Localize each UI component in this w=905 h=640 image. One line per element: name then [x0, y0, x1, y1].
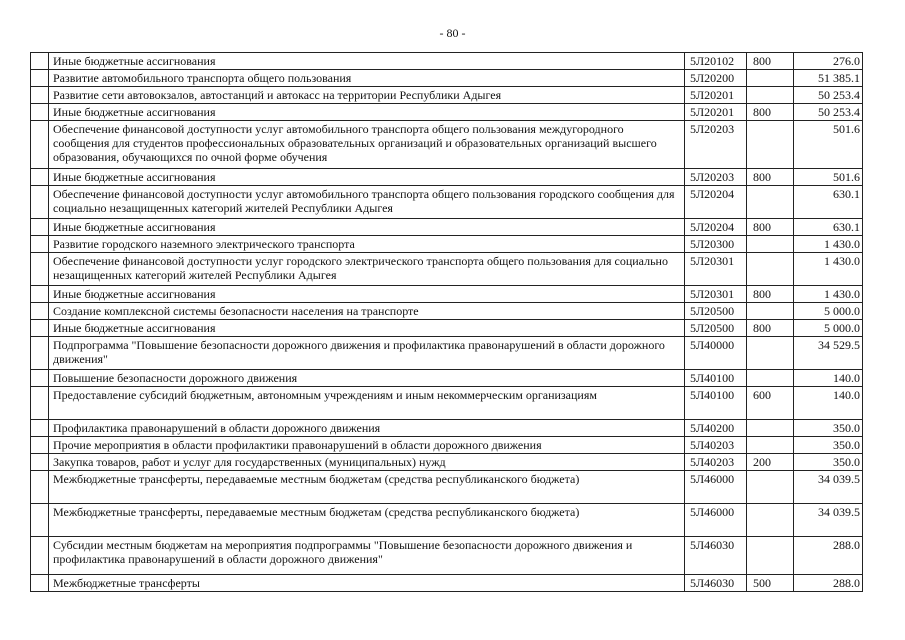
expense-type-cell: 800 [747, 320, 794, 337]
item-name-cell: Обеспечение финансовой доступности услуг городского электрического транспорта общего пользования для социально незащищенных категорий жителей Республики Адыгея [49, 253, 685, 286]
row-margin-cell [31, 219, 49, 236]
item-code-cell: 5Л20301 [685, 286, 747, 303]
item-name-cell: Развитие автомобильного транспорта общего пользования [49, 70, 685, 87]
row-margin-cell [31, 337, 49, 370]
item-code-cell: 5Л40203 [685, 454, 747, 471]
item-name-cell: Межбюджетные трансферты [49, 575, 685, 592]
table-row [31, 575, 863, 592]
amount-cell: 140.0 [794, 387, 863, 420]
table-row [31, 87, 863, 104]
amount-cell: 350.0 [794, 420, 863, 437]
item-name-cell: Субсидии местным бюджетам на мероприятия подпрограммы "Повышение безопасности дорожного движения и профилактика правонарушений в области дорожного движения" [49, 537, 685, 575]
budget-table-body [31, 53, 863, 592]
page-number: - 80 - [439, 26, 466, 40]
item-name-cell: Предоставление субсидий бюджетным, автономным учреждениям и иным некоммерческим организациям [49, 387, 685, 420]
item-code-cell: 5Л20203 [685, 169, 747, 186]
row-margin-cell [31, 437, 49, 454]
amount-cell: 1 430.0 [794, 236, 863, 253]
item-name-cell: Иные бюджетные ассигнования [49, 53, 685, 70]
item-code-cell: 5Л46030 [685, 575, 747, 592]
item-code-cell: 5Л20203 [685, 121, 747, 169]
row-margin-cell [31, 186, 49, 219]
item-code-cell: 5Л46000 [685, 504, 747, 537]
expense-type-cell [747, 236, 794, 253]
item-code-cell: 5Л40100 [685, 370, 747, 387]
row-margin-cell [31, 454, 49, 471]
item-name-cell: Иные бюджетные ассигнования [49, 219, 685, 236]
table-row [31, 253, 863, 286]
item-name-cell: Закупка товаров, работ и услуг для государственных (муниципальных) нужд [49, 454, 685, 471]
amount-cell: 5 000.0 [794, 320, 863, 337]
expense-type-cell [747, 437, 794, 454]
item-name-cell: Создание комплексной системы безопасности населения на транспорте [49, 303, 685, 320]
table-row [31, 303, 863, 320]
amount-cell: 34 039.5 [794, 504, 863, 537]
item-code-cell: 5Л20201 [685, 104, 747, 121]
table-row [31, 104, 863, 121]
row-margin-cell [31, 53, 49, 70]
amount-cell: 288.0 [794, 537, 863, 575]
expense-type-cell: 600 [747, 387, 794, 420]
row-margin-cell [31, 70, 49, 87]
amount-cell: 51 385.1 [794, 70, 863, 87]
item-code-cell: 5Л20301 [685, 253, 747, 286]
budget-table [30, 52, 863, 592]
table-row [31, 320, 863, 337]
table-row [31, 537, 863, 575]
item-name-cell: Повышение безопасности дорожного движения [49, 370, 685, 387]
item-name-cell: Иные бюджетные ассигнования [49, 286, 685, 303]
item-name-cell: Развитие сети автовокзалов, автостанций и автокасс на территории Республики Адыгея [49, 87, 685, 104]
expense-type-cell [747, 471, 794, 504]
item-name-cell: Обеспечение финансовой доступности услуг автомобильного транспорта общего пользования междугородного сообщения для студентов профессиональных образовательных организаций и образовательных организаций высшего образования, обучающихся по очной форме обучения [49, 121, 685, 169]
table-row [31, 53, 863, 70]
row-margin-cell [31, 471, 49, 504]
row-margin-cell [31, 87, 49, 104]
table-row [31, 454, 863, 471]
item-name-cell: Подпрограмма "Повышение безопасности дорожного движения и профилактика правонарушений в области дорожного движения" [49, 337, 685, 370]
row-margin-cell [31, 121, 49, 169]
amount-cell: 350.0 [794, 437, 863, 454]
item-code-cell: 5Л46030 [685, 537, 747, 575]
table-row [31, 504, 863, 537]
item-code-cell: 5Л20201 [685, 87, 747, 104]
table-row [31, 121, 863, 169]
expense-type-cell: 800 [747, 169, 794, 186]
row-margin-cell [31, 253, 49, 286]
table-row [31, 370, 863, 387]
table-row [31, 70, 863, 87]
item-code-cell: 5Л20204 [685, 186, 747, 219]
item-code-cell: 5Л20300 [685, 236, 747, 253]
expense-type-cell: 800 [747, 53, 794, 70]
amount-cell: 34 039.5 [794, 471, 863, 504]
expense-type-cell [747, 253, 794, 286]
table-row [31, 219, 863, 236]
item-name-cell: Иные бюджетные ассигнования [49, 104, 685, 121]
item-code-cell: 5Л20500 [685, 303, 747, 320]
table-row [31, 186, 863, 219]
row-margin-cell [31, 303, 49, 320]
expense-type-cell [747, 186, 794, 219]
amount-cell: 50 253.4 [794, 87, 863, 104]
row-margin-cell [31, 370, 49, 387]
item-code-cell: 5Л20500 [685, 320, 747, 337]
expense-type-cell [747, 87, 794, 104]
item-code-cell: 5Л40100 [685, 387, 747, 420]
expense-type-cell [747, 504, 794, 537]
item-code-cell: 5Л20200 [685, 70, 747, 87]
row-margin-cell [31, 420, 49, 437]
row-margin-cell [31, 169, 49, 186]
expense-type-cell: 800 [747, 219, 794, 236]
amount-cell: 350.0 [794, 454, 863, 471]
table-row [31, 420, 863, 437]
table-row [31, 236, 863, 253]
item-code-cell: 5Л40203 [685, 437, 747, 454]
amount-cell: 630.1 [794, 219, 863, 236]
table-row [31, 437, 863, 454]
item-name-cell: Иные бюджетные ассигнования [49, 320, 685, 337]
expense-type-cell: 500 [747, 575, 794, 592]
row-margin-cell [31, 504, 49, 537]
row-margin-cell [31, 236, 49, 253]
expense-type-cell [747, 537, 794, 575]
expense-type-cell [747, 370, 794, 387]
amount-cell: 276.0 [794, 53, 863, 70]
amount-cell: 288.0 [794, 575, 863, 592]
amount-cell: 501.6 [794, 121, 863, 169]
expense-type-cell: 800 [747, 286, 794, 303]
expense-type-cell [747, 303, 794, 320]
item-code-cell: 5Л20102 [685, 53, 747, 70]
item-code-cell: 5Л40200 [685, 420, 747, 437]
table-row [31, 286, 863, 303]
table-row [31, 337, 863, 370]
item-name-cell: Обеспечение финансовой доступности услуг автомобильного транспорта общего пользования городского сообщения для социально незащищенных категорий жителей Республики Адыгея [49, 186, 685, 219]
expense-type-cell [747, 420, 794, 437]
item-name-cell: Прочие мероприятия в области профилактики правонарушений в области дорожного движения [49, 437, 685, 454]
amount-cell: 34 529.5 [794, 337, 863, 370]
amount-cell: 5 000.0 [794, 303, 863, 320]
table-row [31, 387, 863, 420]
item-code-cell: 5Л40000 [685, 337, 747, 370]
expense-type-cell [747, 337, 794, 370]
expense-type-cell: 200 [747, 454, 794, 471]
item-name-cell: Развитие городского наземного электрического транспорта [49, 236, 685, 253]
table-row [31, 471, 863, 504]
row-margin-cell [31, 575, 49, 592]
item-name-cell: Межбюджетные трансферты, передаваемые местным бюджетам (средства республиканского бюджета) [49, 504, 685, 537]
amount-cell: 1 430.0 [794, 286, 863, 303]
expense-type-cell [747, 70, 794, 87]
amount-cell: 1 430.0 [794, 253, 863, 286]
item-code-cell: 5Л20204 [685, 219, 747, 236]
row-margin-cell [31, 387, 49, 420]
item-name-cell: Иные бюджетные ассигнования [49, 169, 685, 186]
table-row [31, 169, 863, 186]
row-margin-cell [31, 320, 49, 337]
item-name-cell: Профилактика правонарушений в области дорожного движения [49, 420, 685, 437]
amount-cell: 501.6 [794, 169, 863, 186]
amount-cell: 630.1 [794, 186, 863, 219]
row-margin-cell [31, 537, 49, 575]
item-code-cell: 5Л46000 [685, 471, 747, 504]
item-name-cell: Межбюджетные трансферты, передаваемые местным бюджетам (средства республиканского бюджета) [49, 471, 685, 504]
row-margin-cell [31, 104, 49, 121]
amount-cell: 140.0 [794, 370, 863, 387]
row-margin-cell [31, 286, 49, 303]
amount-cell: 50 253.4 [794, 104, 863, 121]
expense-type-cell: 800 [747, 104, 794, 121]
expense-type-cell [747, 121, 794, 169]
